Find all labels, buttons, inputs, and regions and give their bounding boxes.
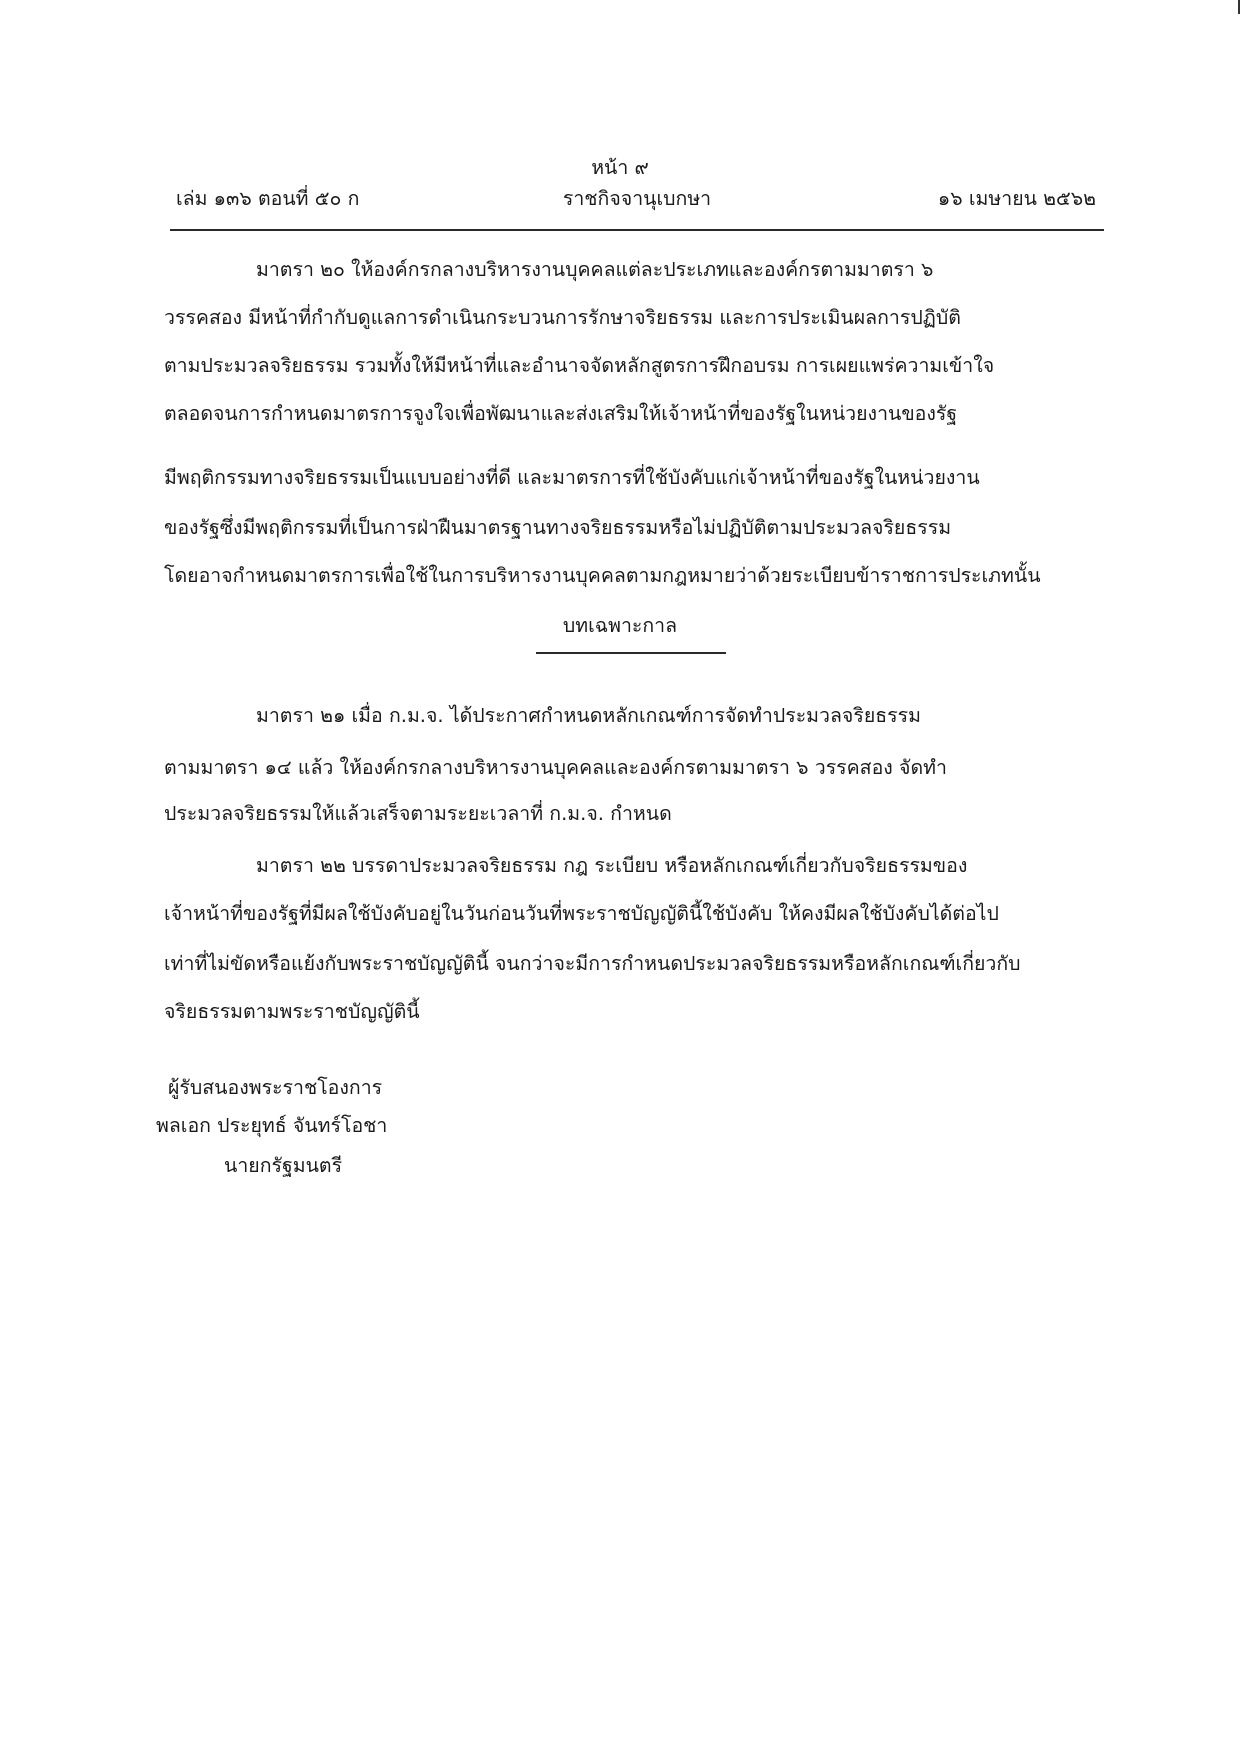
section-line: ตามมาตรา ๑๔ แล้ว ให้องค์กรกลางบริหารงานบุคคลและองค์กรตามมาตรา ๖ วรรคสอง จัดทำ xyxy=(164,756,947,779)
signatory-name: พลเอก ประยุทธ์ จันทร์โอชา xyxy=(156,1114,388,1137)
section-line: ตามประมวลจริยธรรม รวมทั้งให้มีหน้าที่และอำนาจจัดหลักสูตรการฝึกอบรม การเผยแพร่ความเข้าใจ xyxy=(164,354,995,377)
section-line: วรรคสอง มีหน้าที่กำกับดูแลการดำเนินกระบวนการรักษาจริยธรรม และการประเมินผลการปฏิบัติ xyxy=(164,306,961,329)
section-line: ประมวลจริยธรรมให้แล้วเสร็จตามระยะเวลาที่ ก.ม.จ. กำหนด xyxy=(164,802,672,825)
section-line: เจ้าหน้าที่ของรัฐที่มีผลใช้บังคับอยู่ในวันก่อนวันที่พระราชบัญญัตินี้ใช้บังคับ ให้คงมีผลใช้บังคับได้ต่อไป xyxy=(164,902,999,925)
section-line: ตลอดจนการกำหนดมาตรการจูงใจเพื่อพัฒนาและส่งเสริมให้เจ้าหน้าที่ของรัฐในหน่วยงานของรัฐ xyxy=(164,402,958,425)
section-line: มาตรา ๒๑ เมื่อ ก.ม.จ. ได้ประกาศกำหนดหลักเกณฑ์การจัดทำประมวลจริยธรรม xyxy=(256,704,921,727)
section-line: เท่าที่ไม่ขัดหรือแย้งกับพระราชบัญญัตินี้ จนกว่าจะมีการกำหนดประมวลจริยธรรมหรือหลักเกณฑ์เกี่ยวกับ xyxy=(164,952,1021,975)
heading-rule xyxy=(536,652,726,654)
section-line: มีพฤติกรรมทางจริยธรรมเป็นแบบอย่างที่ดี และมาตรการที่ใช้บังคับแก่เจ้าหน้าที่ของรัฐในหน่วยงาน xyxy=(164,466,980,489)
countersign-label: ผู้รับสนองพระราชโองการ xyxy=(168,1076,383,1099)
section-line: มาตรา ๒๒ บรรดาประมวลจริยธรรม กฎ ระเบียบ หรือหลักเกณฑ์เกี่ยวกับจริยธรรมของ xyxy=(256,854,968,877)
section-line: มาตรา ๒๐ ให้องค์กรกลางบริหารงานบุคคลแต่ละประเภทและองค์กรตามมาตรา ๖ xyxy=(256,258,934,281)
running-header xyxy=(172,183,1102,213)
section-line: ของรัฐซึ่งมีพฤติกรรมที่เป็นการฝ่าฝืนมาตรฐานทางจริยธรรมหรือไม่ปฏิบัติตามประมวลจริยธรรม xyxy=(164,516,952,539)
header-rule xyxy=(170,229,1104,231)
section-line: โดยอาจกำหนดมาตรการเพื่อใช้ในการบริหารงานบุคคลตามกฎหมายว่าด้วยระเบียบข้าราชการประเภทนั้น xyxy=(164,564,1041,587)
publication-title: ราชกิจจานุเบกษา xyxy=(562,187,712,210)
publication-date: ๑๖ เมษายน ๒๕๖๒ xyxy=(937,187,1096,210)
page-number: หน้า ๙ xyxy=(591,156,649,179)
transitional-provisions-heading: บทเฉพาะกาล xyxy=(562,614,678,637)
signatory-position: นายกรัฐมนตรี xyxy=(224,1154,343,1177)
section-line: จริยธรรมตามพระราชบัญญัตินี้ xyxy=(164,1000,420,1023)
volume-issue: เล่ม ๑๓๖ ตอนที่ ๕๐ ก xyxy=(176,187,360,210)
